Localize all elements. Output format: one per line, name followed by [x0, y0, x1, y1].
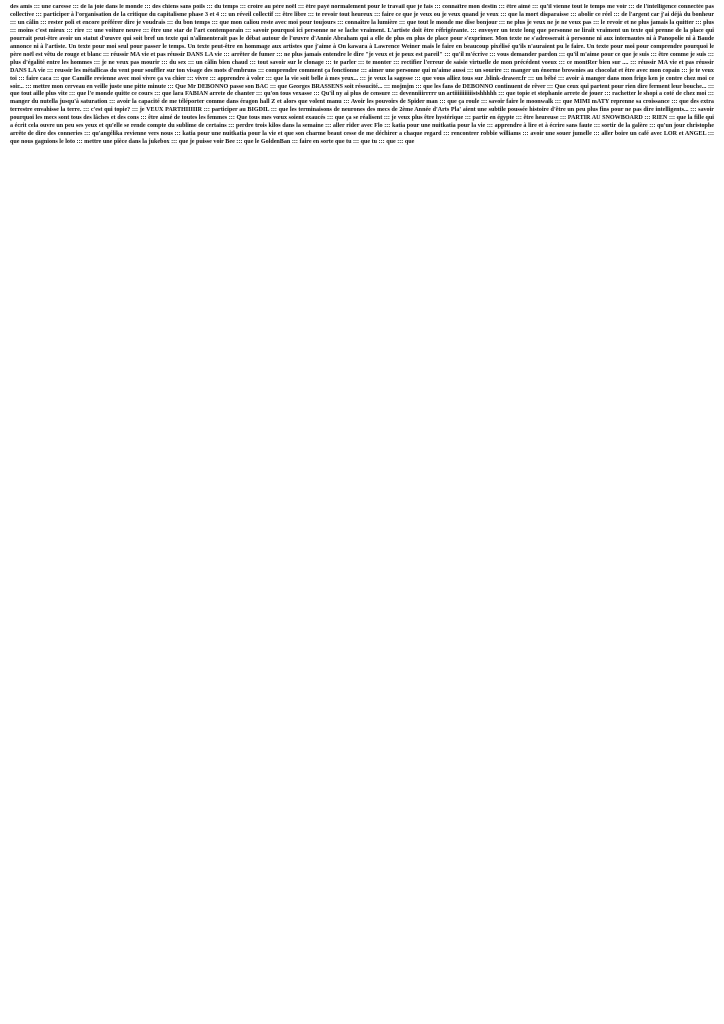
wish-separator: ::: [311, 91, 322, 98]
wish-separator: ::: [382, 115, 392, 122]
wish-item: que tout le monde me dise bonjour [406, 19, 498, 26]
wish-item: rencontrer robbie williams [451, 131, 521, 138]
wish-separator: ::: [706, 91, 714, 98]
wish-separator: ::: [268, 83, 278, 90]
wish-item: que tu [360, 139, 378, 146]
wish-separator: ::: [441, 131, 452, 138]
wish-item: le revoir et ne plus jamais la quitter [600, 19, 694, 26]
wish-separator: ::: [290, 139, 300, 146]
wish-item: katia pour une nuitkatia pour la vie [391, 123, 486, 130]
wish-item: plus [703, 19, 714, 26]
wish-separator: ::: [205, 4, 215, 10]
wish-item: plus d'égalité entre les hommes [10, 59, 93, 66]
wish-item: apprendre à voler [217, 75, 265, 82]
wish-item: participer au BIGDIL [211, 107, 270, 114]
wish-separator: ::: [130, 107, 140, 114]
wish-separator: ::: [626, 4, 637, 10]
wish-separator: ::: [468, 27, 479, 34]
wish-item: aller boire un café avec LOR et ANGEL [601, 131, 707, 138]
wish-separator: ::: [413, 83, 424, 90]
wish-separator: ::: [10, 27, 18, 34]
wish-item: perdre trois kilos dans la semaine [235, 123, 324, 130]
wish-item: que lara FABIAN arrete de chanter [161, 91, 255, 98]
wish-separator: ::: [71, 4, 81, 10]
wish-separator: ::: [16, 75, 27, 82]
wish-separator: ::: [667, 115, 677, 122]
wish-separator: ::: [75, 139, 85, 146]
wish-separator: ::: [679, 67, 690, 74]
wish-separator: ::: [172, 131, 183, 138]
wish-item: être aimé de toutes les femmes [148, 115, 228, 122]
wish-separator: ::: [107, 99, 117, 106]
wish-separator: ::: [372, 11, 382, 18]
wish-item: vous demander pardon [497, 51, 558, 58]
wish-item: que le GoldenBan [243, 139, 291, 146]
wish-separator: ::: [243, 27, 254, 34]
wish-item: rester poli et encore préférer dire je voudrais [48, 19, 166, 26]
wish-separator: ::: [84, 27, 95, 34]
wish-separator: ::: [169, 139, 179, 146]
wish-item: je ne veux pas mourir [101, 59, 160, 66]
wish-item: envoyer un texte long que personne ne lirait vraiment un texte qui prenne de la place qui pourrait peut-être avoir un statut d'œuvre qui soit bref un texte qui n'alimenterait pas le débat autour de l'œuvre d'Annie Abraham qui a elle de plus en plus de place pour s'exprimer. Mon texte ne s'adresserait à personne ni aux internautes ni à Panopolie ni à Baude annonce ni à l'artiste. Un texte pour moi seul pour passer le temps. Un texte peut-être en hommage aux artistes que j'aime à On kawara à Lawrence Weiner mais le faire en beaucoup pixélisé qu'ils n'auraient pu le faire. Un texte pour moi pour comprendre pourquoi le père noël est vêtu de rouge et blanc [10, 27, 714, 58]
wish-separator: ::: [465, 67, 475, 74]
wish-item: un câlin bien chaud [195, 59, 248, 66]
wish-separator: ::: [341, 99, 351, 106]
wish-separator: ::: [501, 67, 511, 74]
wish-separator: ::: [273, 11, 283, 18]
wish-separator: ::: [101, 51, 111, 58]
wish-item: qu'il m'écrive [452, 51, 488, 58]
wish-separator: ::: [23, 83, 33, 90]
wish-item: un réveil collectif [228, 11, 274, 18]
wish-separator: ::: [611, 11, 622, 18]
wish-separator: ::: [602, 91, 613, 98]
wish-item: que MIMI mATY reprenne sa croissance [562, 99, 670, 106]
wish-item: c'est qui topie? [90, 107, 131, 114]
wish-item: sortir de la galère [601, 123, 648, 130]
wish-item: que vous alliez tous sur .blink-drawer.fr [422, 75, 527, 82]
wish-separator: ::: [165, 19, 175, 26]
wish-item: qu'angélika revienne vers nous [91, 131, 173, 138]
wish-item: un bébé [535, 75, 557, 82]
wish-item: manger du nutella jusqu'à saturation [10, 99, 108, 106]
wish-separator: ::: [437, 99, 448, 106]
wish-item: te parler [333, 59, 357, 66]
wish-separator: ::: [397, 19, 407, 26]
wish-item: des amis [10, 4, 33, 10]
wish-separator: ::: [142, 4, 153, 10]
wish-separator: ::: [706, 131, 714, 138]
wish-item: que la fille qui a écrit cela ouvre un peu ses yeux et qu'elle se rende compte du sublime de certains [10, 115, 714, 130]
wish-item: croire au père noël [247, 4, 297, 10]
wish-item: Que Mr DEBONNO passe son BAC [175, 83, 269, 90]
wish-item: katia pour une nuitkatia pour la vie et que son charme beaut cesse de me déchirer a chaque regard [182, 131, 442, 138]
wish-item: ne plus jamais entendre le dire "je veux et je peux est pareil" [283, 51, 443, 58]
wish-item: être comme je suis [658, 51, 707, 58]
wish-item: Qu'il ny ai plus de censure [321, 91, 391, 98]
wish-item: que ça se réalisent [334, 115, 383, 122]
wish-item: partir en égypte [472, 115, 515, 122]
wish-item: du sex [169, 59, 187, 66]
wish-separator: ::: [38, 19, 48, 26]
wish-separator: ::: [166, 83, 176, 90]
wish-item: faire caca [26, 75, 52, 82]
wish-separator: ::: [351, 139, 361, 146]
wish-item: mettre une pièce dans la jukebox [84, 139, 170, 146]
wish-separator: ::: [221, 51, 232, 58]
wish-separator: ::: [202, 107, 212, 114]
wish-separator: ::: [186, 59, 196, 66]
wish-separator: ::: [649, 51, 659, 58]
wish-item: faire en sorte que tu [299, 139, 352, 146]
wish-separator: ::: [628, 59, 639, 66]
wish-item: que Camille revienne avec moi vivre ça va chier [60, 75, 186, 82]
wish-item: avoir la capacité de me téléporter comme dans éragon hall Z et alors que volent manu [116, 99, 342, 106]
wish-item: qu'il vienne tout le temps me voir [539, 4, 627, 10]
wish-item: Avoir les pouvoirs de Spider man [350, 99, 438, 106]
wish-separator: ::: [335, 19, 345, 26]
wish-separator: ::: [498, 11, 509, 18]
wish-separator: ::: [526, 75, 536, 82]
wish-item: que l'e monde quitte ce cours [76, 91, 153, 98]
wish-separator: ::: [688, 107, 699, 114]
wish-separator: ::: [274, 51, 284, 58]
wish-separator: ::: [591, 131, 602, 138]
wish-separator: ::: [487, 51, 498, 58]
wish-separator: ::: [256, 67, 266, 74]
wish-item: devenniiirrrrr un artiiiiiiiiiiistshhhhh [399, 91, 497, 98]
wish-item: te monter [365, 59, 392, 66]
wish-separator: ::: [669, 99, 680, 106]
wish-item: une caresse [41, 4, 72, 10]
wish-item: RIEN [652, 115, 668, 122]
wish-item: que la vie soit belle à mes yeux... [273, 75, 359, 82]
wish-separator: ::: [556, 59, 567, 66]
wish-separator: ::: [545, 83, 555, 90]
wish-separator: ::: [296, 4, 306, 10]
wish-item: tout savoir sur le clonage [257, 59, 324, 66]
wish-item: comprendre comment ça fonctionne [265, 67, 360, 74]
wishes-text-block [10, 4, 714, 147]
wish-separator: ::: [269, 107, 279, 114]
wish-item: rectifier l'erreur de saisie virtuelle de mon précédent voeux [401, 59, 557, 66]
wish-item: que les terminaisons de neurones des mecs de 2ème Année d'Arts Pla' aient une subtile poussée histoire d'être un peu plus fins pour ne pas dire intelligents... [278, 107, 689, 114]
wish-separator: ::: [592, 123, 602, 130]
wish-separator: ::: [568, 11, 579, 18]
wish-separator: ::: [558, 115, 568, 122]
wish-separator: ::: [390, 91, 400, 98]
wish-item: que les fans de DEBONNO continuent de rêver [423, 83, 546, 90]
wish-item: que tout aille plus vite [10, 91, 68, 98]
wish-item: des chiens sans poils [152, 4, 206, 10]
wish-separator: ::: [306, 11, 316, 18]
wish-item: être payé normalement pour le travail que je fais [305, 4, 433, 10]
wish-separator: ::: [395, 139, 405, 146]
wish-item: je te veux toi [10, 67, 714, 82]
wish-separator: ::: [325, 115, 335, 122]
wish-separator: ::: [92, 59, 102, 66]
wish-item: que ça roule [447, 99, 480, 106]
wish-item: mojmjm [391, 83, 414, 90]
wish-item: du bon temps [174, 19, 211, 26]
wish-item: un câlin [17, 19, 39, 26]
wish-separator: ::: [497, 4, 507, 10]
wish-separator: ::: [693, 19, 704, 26]
wish-separator: ::: [185, 75, 195, 82]
wish-separator: ::: [557, 51, 567, 58]
wish-item: participer à l'organisation de la critique du capitalisme phase 3 et 4 [43, 11, 220, 18]
wish-separator: ::: [227, 115, 237, 122]
wish-item: rachetter le shopi a coté de chez moi [612, 91, 707, 98]
wish-item: que [386, 139, 396, 146]
wish-separator: ::: [642, 115, 653, 122]
wish-item: savoir faire le moonwalk [488, 99, 554, 106]
wish-item: qu'un jour christophe arrête de dire des conneries [10, 123, 714, 138]
wish-item: de la joie dans le monde [80, 4, 143, 10]
wish-separator: ::: [485, 123, 495, 130]
wish-separator: ::: [141, 27, 151, 34]
wish-separator: ::: [34, 11, 44, 18]
wish-item: connaître mon destin [442, 4, 498, 10]
wish-item: avoir une souer jumelle [530, 131, 592, 138]
wish-item: qu'on tous vexasse [263, 91, 312, 98]
wish-separator: ::: [463, 115, 473, 122]
wish-separator: ::: [10, 19, 18, 26]
wish-item: PARTIR AU SNOWBOARD [567, 115, 643, 122]
wish-item: connaître la lumière [344, 19, 398, 26]
wish-item: abolir ce réel [578, 11, 612, 18]
wish-item: je VEUX PARTHIIIIIR [139, 107, 203, 114]
wish-item: que [404, 139, 415, 146]
wish-separator: ::: [219, 11, 229, 18]
wish-separator: ::: [210, 19, 220, 26]
wish-separator: ::: [556, 75, 566, 82]
wish-separator: ::: [356, 59, 366, 66]
wish-item: je veux plus être hystérique [391, 115, 464, 122]
wish-separator: ::: [382, 123, 392, 130]
wish-item: ce montRer bien sur .... [566, 59, 629, 66]
wish-separator: ::: [647, 123, 657, 130]
wish-separator: ::: [323, 123, 333, 130]
wish-separator: ::: [382, 83, 392, 90]
wish-separator: ::: [82, 131, 92, 138]
wish-item: de l'argent car j'ai déjà du bonheur [621, 11, 714, 18]
wish-separator: ::: [208, 75, 218, 82]
wish-item: une voiture neuve [94, 27, 142, 34]
wish-separator: ::: [591, 19, 601, 26]
document-page [10, 4, 714, 1020]
wish-item: moins c'est mieux [17, 27, 65, 34]
wish-separator: ::: [226, 123, 236, 130]
wish-separator: ::: [32, 4, 42, 10]
wish-item: te revoir tout heureux [315, 11, 373, 18]
wish-separator: ::: [234, 139, 244, 146]
wish-item: qu'il m'aime pour ce que je suis [566, 51, 650, 58]
wish-item: arrêter de fumer [231, 51, 275, 58]
wish-separator: ::: [514, 115, 524, 122]
wish-separator: ::: [497, 19, 507, 26]
wish-separator: ::: [45, 67, 55, 74]
wish-item: aller rider avec Flo [332, 123, 383, 130]
wish-item: que la mort disparaisse [508, 11, 569, 18]
wish-item: manger un énorme brownies au chocolat et être avec mon copain [510, 67, 680, 74]
wish-item: réussir MA vie et pas réussir DANS LA vie [110, 51, 222, 58]
wish-separator: ::: [358, 75, 368, 82]
wish-separator: ::: [264, 75, 274, 82]
wish-separator: ::: [553, 99, 563, 106]
wish-separator: ::: [706, 51, 714, 58]
wish-separator: ::: [412, 75, 423, 82]
wish-item: réussir MA vie et pas réussir DANS LA vie [10, 59, 714, 74]
wish-item: apprendre à lire et à écrire sans faute [494, 123, 593, 130]
wish-separator: ::: [238, 4, 248, 10]
wish-separator: ::: [67, 91, 77, 98]
wish-separator: ::: [496, 91, 506, 98]
wish-item: mettre mon cerveau en veille juste une pitte minute [33, 83, 166, 90]
wish-item: je veux la sagesse [367, 75, 413, 82]
wish-separator: ::: [530, 4, 540, 10]
wish-item: reussir les métallicas du vent pour souffler sur ton visage des mots d'embruns [54, 67, 257, 74]
wish-item: être heureuse [523, 115, 559, 122]
wish-separator: ::: [254, 91, 264, 98]
wish-item: avoir à manger dans mon frigo ken je contre chez moi ce soir... [10, 75, 714, 90]
wish-separator: ::: [432, 4, 443, 10]
wish-item: que je puisse voir Bee [178, 139, 235, 146]
wish-item: que des extra terrestre envahisse la terre. [10, 99, 714, 114]
wish-item: Que tous mes vœux soient exaucés [236, 115, 326, 122]
wish-item: ne plus je veux ne je ne veux pas [506, 19, 592, 26]
wish-item: Que ceux qui partent pour rien dire ferment leur bouche... [554, 83, 707, 90]
wish-separator: ::: [479, 99, 489, 106]
wish-separator: ::: [359, 67, 369, 74]
wish-item: que mon caliou reste avec moi pour toujours [219, 19, 336, 26]
wish-item: savoir pourquoi les mecs sont tous des lâches et des cons [10, 107, 714, 122]
wish-separator: ::: [152, 91, 162, 98]
wish-separator: ::: [51, 75, 61, 82]
wish-item: de l'intelligence connectée pas collective [10, 4, 714, 18]
wish-item: que Georges BRASSENS soit réssucité... [277, 83, 383, 90]
wish-separator: ::: [706, 83, 714, 90]
wish-separator: ::: [247, 59, 258, 66]
wish-separator: ::: [377, 139, 387, 146]
wish-item: un sourire [474, 67, 502, 74]
wish-separator: ::: [391, 59, 402, 66]
wish-item: savoir pourquoi ici personne ne se lache vraiment. L'artiste doit être réfrigérante. [253, 27, 469, 34]
wish-item: être libre [282, 11, 307, 18]
wish-item: rire [74, 27, 85, 34]
wish-separator: ::: [64, 27, 75, 34]
wish-item: que nous gagnions le loto [10, 139, 76, 146]
wish-item: être une star de l'art contemporain [150, 27, 244, 34]
wish-separator: ::: [138, 115, 149, 122]
wish-item: aimer une personne qui m'aime aussi [368, 67, 466, 74]
wish-item: du temps [214, 4, 239, 10]
wish-item: que topie et stephanie arrete de jouer [505, 91, 603, 98]
wish-separator: ::: [323, 59, 334, 66]
wish-item: être aimé [506, 4, 531, 10]
wish-separator: ::: [442, 51, 453, 58]
wish-item: vivre [194, 75, 209, 82]
wish-separator: ::: [159, 59, 170, 66]
wish-separator: ::: [81, 107, 91, 114]
wish-item: faire ce que je veux ou je veux quand je veux [381, 11, 499, 18]
wish-separator: ::: [520, 131, 531, 138]
